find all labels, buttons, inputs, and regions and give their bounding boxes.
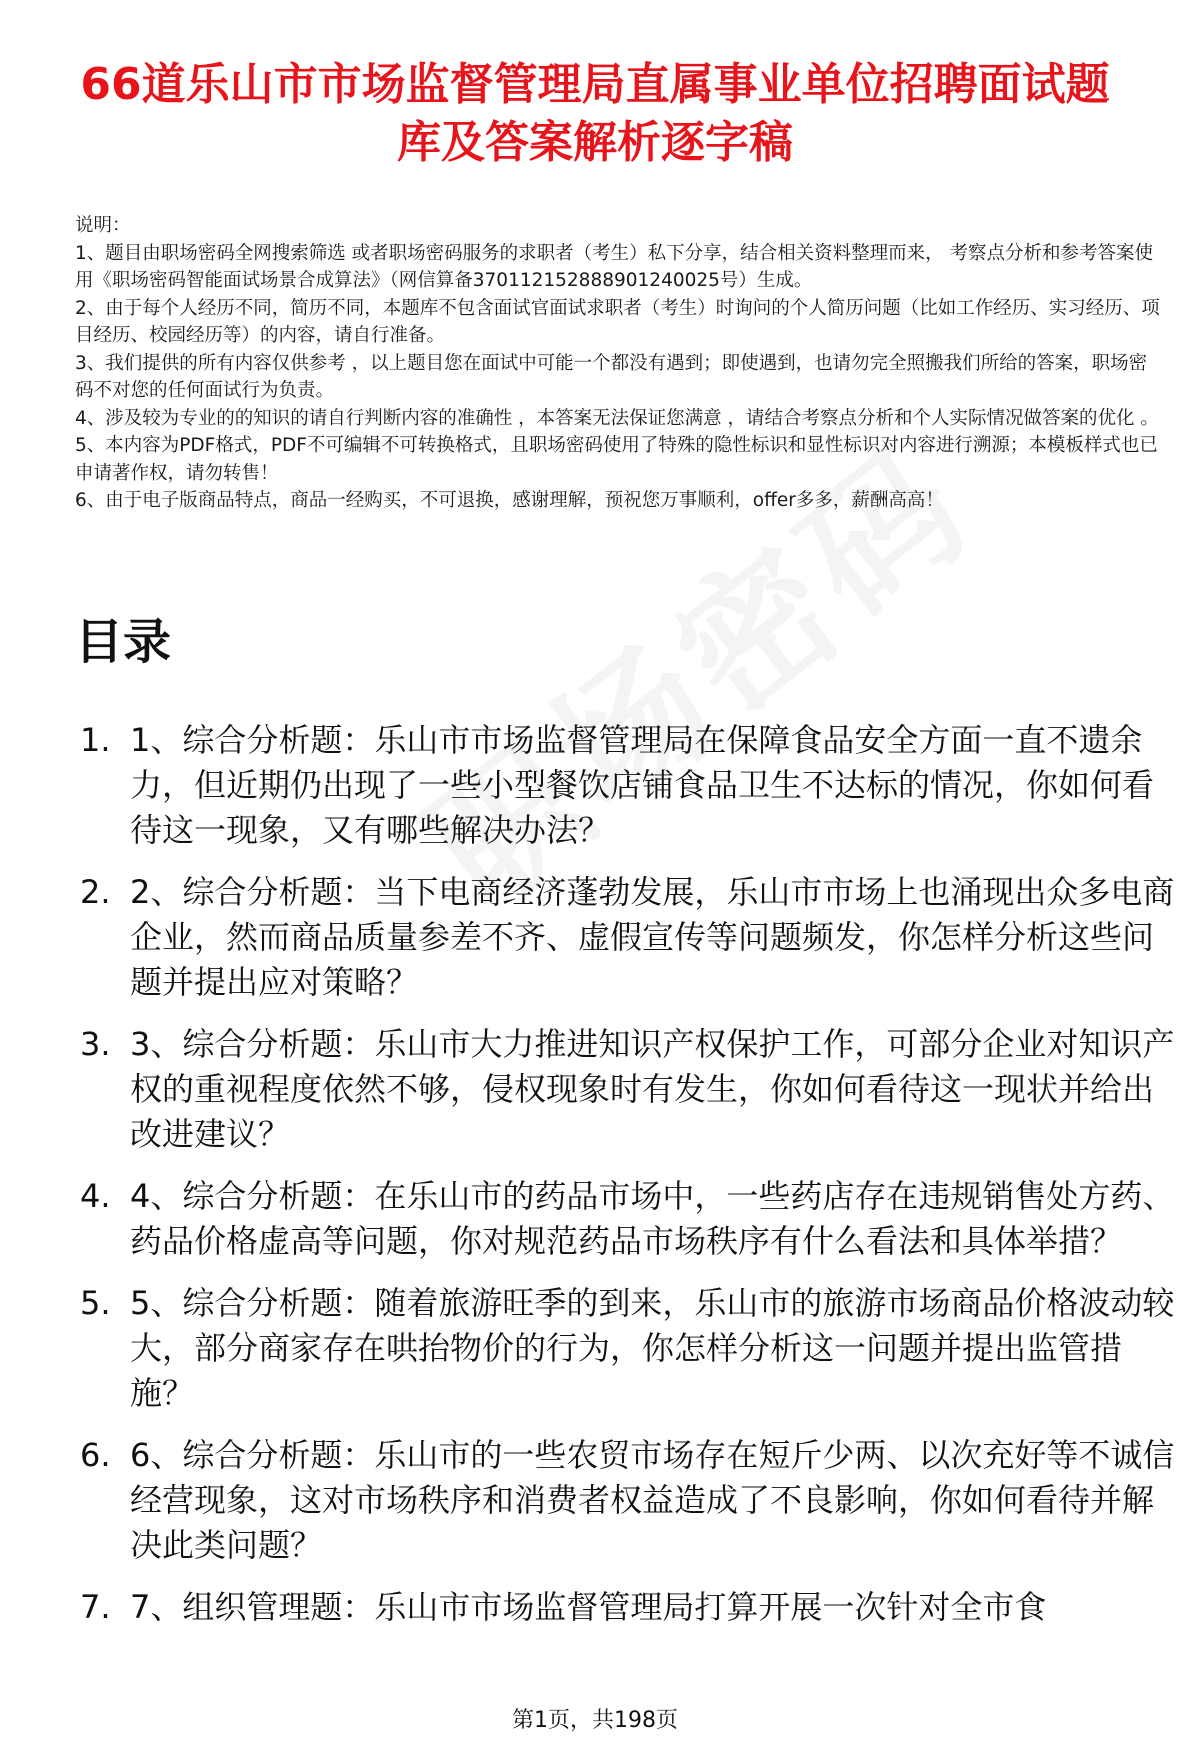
- toc-item-text: 1、综合分析题：乐山市市场监督管理局在保障食品安全方面一直不遗余力，但近期仍出现了一些小型餐饮店铺食品卫生不达标的情况，你如何看待这一现象，又有哪些解决办法？: [130, 721, 1155, 849]
- toc-item[interactable]: [75, 870, 1175, 1005]
- toc-item[interactable]: [75, 718, 1175, 853]
- notes-heading: 说明：: [75, 215, 131, 236]
- toc-item[interactable]: [75, 1281, 1175, 1416]
- toc-item-number: 5.: [80, 1284, 111, 1322]
- toc-heading: 目录: [75, 614, 172, 670]
- note-item: 6、由于电子版商品特点，商品一经购买，不可退换，感谢理解，预祝您万事顺利，offer多多，薪酬高高！: [75, 490, 944, 511]
- toc-item-number: 7.: [80, 1588, 111, 1626]
- toc-item-text: 6、综合分析题：乐山市的一些农贸市场存在短斤少两、以次充好等不诚信经营现象，这对市场秩序和消费者权益造成了不良影响，你如何看待并解决此类问题？: [130, 1436, 1175, 1564]
- note-item: 4、涉及较为专业的的知识的请自行判断内容的准确性 ，本答案无法保证您满意 ，请结合考察点分析和个人实际情况做答案的优化 。: [75, 407, 1159, 429]
- note-item: 5、本内容为PDF格式，PDF不可编辑不可转换格式，且职场密码使用了特殊的隐性标识和显性标识对内容进行溯源；本模板样式也已申请著作权，请勿转售！: [75, 435, 1158, 484]
- toc-item-number: 4.: [80, 1177, 111, 1215]
- toc-item-number: 1.: [80, 721, 111, 759]
- toc-item[interactable]: [75, 1174, 1175, 1264]
- toc-item-number: 3.: [80, 1025, 111, 1063]
- toc-item-text: 3、综合分析题：乐山市大力推进知识产权保护工作，可部分企业对知识产权的重视程度依然不够，侵权现象时有发生，你如何看待这一现状并给出改进建议？: [130, 1025, 1175, 1153]
- toc-item[interactable]: [75, 1585, 1175, 1630]
- toc-item-number: 6.: [80, 1436, 111, 1474]
- toc-list: [75, 718, 1175, 1647]
- note-item: 2、由于每个人经历不同，简历不同，本题库不包含面试官面试求职者（考生）时询问的个人简历问题（比如工作经历、实习经历、项目经历、校园经历等）的内容，请自行准备。: [75, 297, 1160, 346]
- toc-item[interactable]: [75, 1433, 1175, 1568]
- toc-item-text: 2、综合分析题：当下电商经济蓬勃发展，乐山市市场上也涌现出众多电商企业，然而商品质量参差不齐、虚假宣传等问题频发，你怎样分析这些问题并提出应对策略？: [130, 873, 1175, 1001]
- note-item: 3、我们提供的所有内容仅供参考 ，以上题目您在面试中可能一个都没有遇到；即使遇到，也请勿完全照搬我们所给的答案，职场密码不对您的任何面试行为负责。: [75, 352, 1148, 401]
- page-footer: 第1页，共198页: [512, 1708, 678, 1733]
- toc-item-text: 5、综合分析题：随着旅游旺季的到来，乐山市的旅游市场商品价格波动较大，部分商家存在哄抬物价的行为，你怎样分析这一问题并提出监管措施？: [130, 1284, 1175, 1412]
- toc-item-text: 4、综合分析题：在乐山市的药品市场中，一些药店存在违规销售处方药、药品价格虚高等问题，你对规范药品市场秩序有什么看法和具体举措？: [130, 1177, 1175, 1260]
- toc-item-text: 7、组织管理题：乐山市市场监督管理局打算开展一次针对全市食: [130, 1588, 1047, 1626]
- notes-section: [75, 212, 1165, 515]
- document-title: 66道乐山市市场监督管理局直属事业单位招聘面试题库及答案解析逐字稿: [80, 59, 1110, 168]
- toc-item[interactable]: [75, 1022, 1175, 1157]
- note-item: 1、题目由职场密码全网搜索筛选 或者职场密码服务的求职者（考生）私下分享，结合相关资料整理而来， 考察点分析和参考答案使用《职场密码智能面试场景合成算法》（网信算备370112152888901240025号）生成。: [75, 242, 1154, 291]
- toc-item-number: 2.: [80, 873, 111, 911]
